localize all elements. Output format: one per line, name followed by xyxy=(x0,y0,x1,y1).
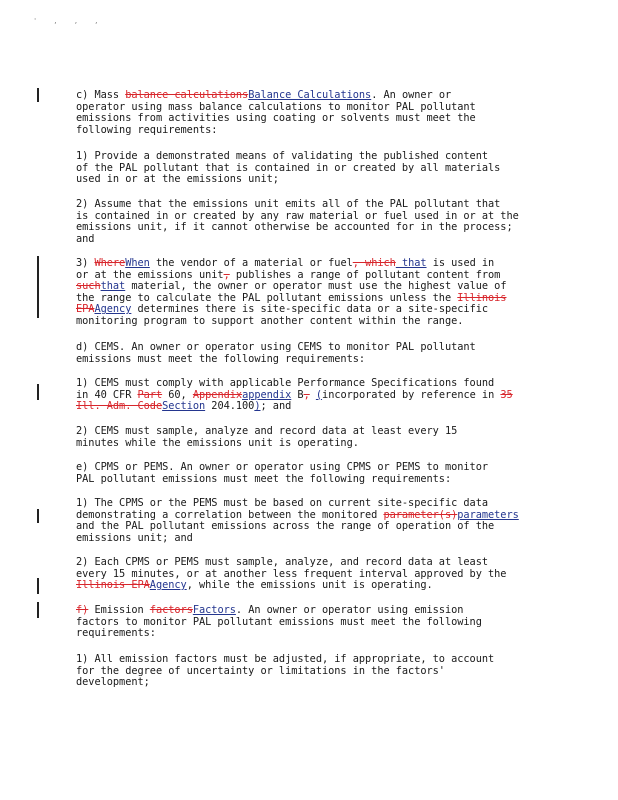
deleted-text: , xyxy=(223,268,230,281)
text-run: following requirements: xyxy=(76,123,218,136)
text-run: emissions unit, if it cannot otherwise be accounted for in the process; xyxy=(76,221,513,234)
inserted-text: appendix xyxy=(242,388,292,401)
text-run: . An owner or operator using emission xyxy=(235,604,464,616)
text-run: in 40 CFR xyxy=(76,388,138,401)
text-line xyxy=(76,580,542,592)
text-run: publishes a range of pollutant content from xyxy=(229,268,501,281)
text-run: material, the owner or operator must use the highest value of xyxy=(125,280,507,293)
text-line xyxy=(76,222,542,234)
text-run: 204.100 xyxy=(205,400,255,413)
text-line xyxy=(76,125,542,137)
text-run: 1) The CPMS or the PEMS must be based on current site-specific data xyxy=(76,497,489,509)
change-bar xyxy=(37,509,39,523)
inserted-text: that xyxy=(395,257,427,269)
text-run: development; xyxy=(76,676,150,689)
text-run: PAL pollutant emissions must meet the following requirements: xyxy=(76,472,452,485)
text-run: operator using mass balance calculations to monitor PAL pollutant xyxy=(76,100,476,113)
paragraph-e2-sampling-interval xyxy=(76,557,542,592)
inserted-text: Section xyxy=(162,400,206,413)
deleted-text: Where xyxy=(94,257,126,269)
text-run: or at the emissions unit xyxy=(76,268,224,281)
text-run: and the PAL pollutant emissions across the range of operation of the xyxy=(76,520,495,533)
deleted-text: , xyxy=(303,388,310,401)
text-run: B xyxy=(291,388,304,401)
text-run: is used in xyxy=(426,257,495,269)
inserted-text: parameters xyxy=(457,508,519,521)
deleted-text: factors xyxy=(149,604,193,616)
text-run: incorporated by reference in xyxy=(322,388,501,401)
paragraph-c1-validate-content xyxy=(76,151,542,186)
inserted-text: Balance Calculations xyxy=(248,89,372,101)
deleted-text: , which xyxy=(352,257,396,269)
text-line xyxy=(76,401,542,413)
text-run: monitoring program to support another content within the range. xyxy=(76,314,464,327)
text-run: c) Mass xyxy=(76,89,126,101)
text-line xyxy=(76,234,542,246)
deleted-text: Illinois xyxy=(457,291,507,304)
inserted-text: Agency xyxy=(149,579,187,592)
text-run: 2) Each CPMS or PEMS must sample, analyze, and record data at least xyxy=(76,556,489,568)
text-run: minutes while the emissions unit is operating. xyxy=(76,436,359,449)
page-corner-mark: ' , , , xyxy=(33,17,105,25)
text-run: ; and xyxy=(260,400,292,413)
inserted-text: Agency xyxy=(94,303,132,316)
text-line xyxy=(76,438,542,450)
paragraph-d1-cems-specs xyxy=(76,378,542,413)
paragraph-e-cpms-pems xyxy=(76,462,542,485)
text-run: 1) Provide a demonstrated means of validating the published content xyxy=(76,150,489,162)
inserted-text: When xyxy=(125,257,150,269)
inserted-text: Factors xyxy=(192,604,236,616)
text-run: is contained in or created by any raw material or fuel used in or at the xyxy=(76,209,519,222)
text-run: of the PAL pollutant that is contained in or created by all materials xyxy=(76,161,501,174)
deleted-text: Appendix xyxy=(192,388,243,401)
inserted-text: ) xyxy=(254,400,261,413)
text-run: determines there is site-specific data or a site-specific xyxy=(131,303,489,316)
deleted-text: balance calculations xyxy=(125,89,249,101)
text-line xyxy=(76,174,542,186)
inserted-text: that xyxy=(100,280,126,293)
deleted-text: EPA xyxy=(76,303,95,316)
change-bar xyxy=(37,578,39,594)
text-run: emissions unit; and xyxy=(76,531,193,544)
text-run: the vendor of a material or fuel xyxy=(149,257,353,269)
text-run: 2) CEMS must sample, analyze and record data at least every 15 xyxy=(76,425,458,437)
inserted-text: ( xyxy=(315,388,323,401)
text-run: 2) Assume that the emissions unit emits all of the PAL pollutant that xyxy=(76,198,501,210)
text-run: emissions from activities using coating or solvents must meet the xyxy=(76,112,476,125)
text-line xyxy=(76,628,542,640)
change-bar xyxy=(37,88,39,102)
text-run: emissions must meet the following requirements: xyxy=(76,352,366,365)
text-line xyxy=(76,316,542,328)
text-line xyxy=(76,533,542,545)
text-run: the range to calculate the PAL pollutant emissions unless the xyxy=(76,291,458,304)
text-run: demonstrating a correlation between the monitored xyxy=(76,508,384,521)
text-run: 3) xyxy=(76,257,95,269)
deleted-text: Ill. Adm. Code xyxy=(76,400,163,413)
text-run: , while the emissions unit is operating. xyxy=(186,579,433,592)
paragraph-e1-site-specific xyxy=(76,498,542,544)
deleted-text: Illinois EPA xyxy=(76,579,150,592)
paragraph-f-emission-factors xyxy=(76,605,542,640)
paragraph-c-mass-balance xyxy=(76,90,542,136)
text-run: 1) CEMS must comply with applicable Performance Specifications found xyxy=(76,377,495,389)
text-line xyxy=(76,677,542,689)
text-line xyxy=(76,354,542,366)
deleted-text: such xyxy=(76,280,101,293)
deleted-text: 35 xyxy=(500,388,513,401)
change-bar xyxy=(37,256,39,318)
paragraph-c3-vendor-range xyxy=(76,258,542,328)
paragraph-c2-assume-emissions xyxy=(76,199,542,245)
text-run: every 15 minutes, or at another less frequent interval approved by the xyxy=(76,567,507,580)
deleted-text: f) xyxy=(76,604,89,616)
text-line xyxy=(76,474,542,486)
deleted-text: Part xyxy=(137,388,163,401)
text-run: requirements: xyxy=(76,627,156,640)
text-run: used in or at the emissions unit; xyxy=(76,173,279,186)
text-run: 60, xyxy=(162,388,193,401)
paragraph-f1-adjust-factors xyxy=(76,654,542,689)
text-run: . An owner or xyxy=(371,89,452,101)
text-run: Emission xyxy=(88,604,150,616)
change-bar xyxy=(37,602,39,618)
text-run: e) CPMS or PEMS. An owner or operator using CPMS or PEMS to monitor xyxy=(76,461,489,473)
deleted-text: parameter(s) xyxy=(383,508,458,521)
text-run: d) CEMS. An owner or operator using CEMS to monitor PAL pollutant xyxy=(76,341,476,353)
paragraph-d-cems xyxy=(76,342,542,365)
change-bar xyxy=(37,384,39,400)
text-run: 1) All emission factors must be adjusted, if appropriate, to account xyxy=(76,653,495,665)
paragraph-d2-cems-sampling xyxy=(76,426,542,449)
text-run: factors to monitor PAL pollutant emissions must meet the following xyxy=(76,615,482,628)
text-run: for the degree of uncertainty or limitations in the factors' xyxy=(76,664,445,677)
text-run: and xyxy=(76,232,95,245)
